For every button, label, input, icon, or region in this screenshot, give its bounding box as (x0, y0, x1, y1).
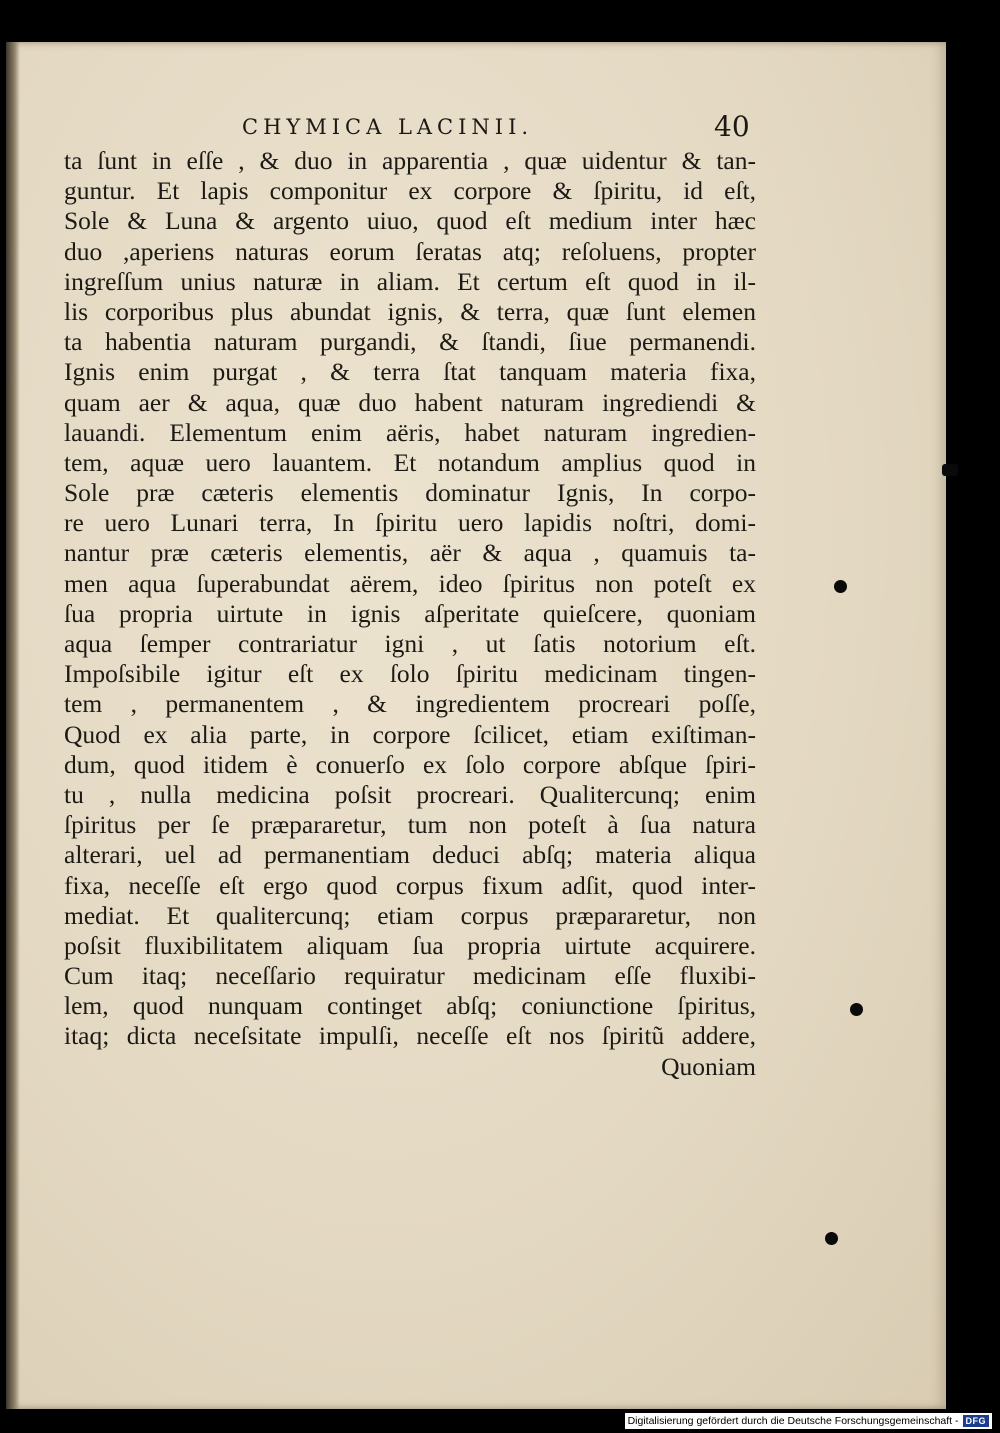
ink-spot (825, 1232, 838, 1245)
text-line: Sole & Luna & argento uiuo, quod eſt medium inter hæc (64, 206, 756, 236)
text-line: lis corporibus plus abundat ignis, & terra, quæ ſunt elemen (64, 296, 756, 326)
text-line: men aqua ſuperabundat aërem, ideo ſpiritus non poteſt ex (64, 568, 756, 598)
text-line: lem, quod nunquam continget abſq; coniunctione ſpiritus, (64, 991, 756, 1021)
ink-spot (850, 1003, 863, 1016)
text-line: nantur præ cæteris elementis, aër & aqua , quamuis ta- (64, 538, 756, 568)
text-line: poſsit fluxibilitatem aliquam ſua propria uirtute acquirere. (64, 930, 756, 960)
credit-text: Digitalisierung gefördert durch die Deutsche Forschungsgemeinschaft - (627, 1415, 959, 1427)
text-line: Sole præ cæteris elementis dominatur Ignis, In corpo- (64, 478, 756, 508)
funding-credit (625, 1413, 992, 1429)
text-line: tem, aquæ uero lauantem. Et notandum amplius quod in (64, 447, 756, 477)
text-line: ſua propria uirtute in ignis aſperitate quieſcere, quoniam (64, 598, 756, 628)
text-line: re uero Lunari terra, In ſpiritu uero lapidis noſtri, domi- (64, 508, 756, 538)
text-line: tu , nulla medicina poſsit procreari. Qualitercunq; enim (64, 779, 756, 809)
text-line: aqua ſemper contrariatur igni , ut ſatis notorium eſt. (64, 629, 756, 658)
text-line: ingreſſum unius naturæ in aliam. Et certum eſt quod in il- (64, 266, 756, 296)
text-line: quam aer & aqua, quæ duo habent naturam ingrediendi & (64, 387, 756, 417)
running-head: CHYMICA LACINII. (242, 115, 534, 139)
catchword: Quoniam (661, 1051, 756, 1081)
text-line: alterari, uel ad permanentiam deduci abſq; materia aliqua (64, 840, 756, 870)
text-line: Ignis enim purgat , & terra ſtat tanquam materia fixa, (64, 357, 756, 387)
page-binding-edge (6, 42, 20, 1409)
page-tab-mark (942, 464, 958, 476)
text-line: ta ſunt in eſſe , & duo in apparentia , quæ uidentur & tan- (64, 146, 756, 175)
text-line: Quod ex alia parte, in corpore ſcilicet, etiam exiſtiman- (64, 719, 756, 749)
text-line: Cum itaq; neceſſario requiratur medicinam eſſe fluxibi- (64, 961, 756, 991)
text-line: guntur. Et lapis componitur ex corpore & ſpiritu, id eſt, (64, 176, 756, 206)
text-line: lauandi. Elementum enim aëris, habet naturam ingredien- (64, 417, 756, 447)
body-text (64, 146, 756, 1082)
text-line: itaq; dicta neceſsitate impulſi, neceſſe eſt nos ſpiritũ addere, (64, 1021, 756, 1051)
book-page (6, 42, 946, 1409)
text-line: duo ,aperiens naturas eorum ſeratas atq; reſoluens, propter (64, 236, 756, 266)
text-line: dum, quod itidem è conuerſo ex ſolo corpore abſque ſpiri- (64, 749, 756, 779)
text-line: tem , permanentem , & ingredientem procreari poſſe, (64, 689, 756, 719)
text-line: mediat. Et qualitercunq; etiam corpus præpararetur, non (64, 900, 756, 930)
text-line: fixa, neceſſe eſt ergo quod corpus fixum adſit, quod inter- (64, 870, 756, 900)
text-line: Impoſsibile igitur eſt ex ſolo ſpiritu medicinam tingen- (64, 659, 756, 689)
ink-spot (834, 580, 847, 593)
text-line: ſpiritus per ſe præpararetur, tum non poteſt à ſua natura (64, 810, 756, 840)
page-number: 40 (714, 110, 750, 143)
dfg-logo: DFG (963, 1415, 990, 1427)
text-line: ta habentia naturam purgandi, & ſtandi, ſiue permanendi. (64, 327, 756, 357)
